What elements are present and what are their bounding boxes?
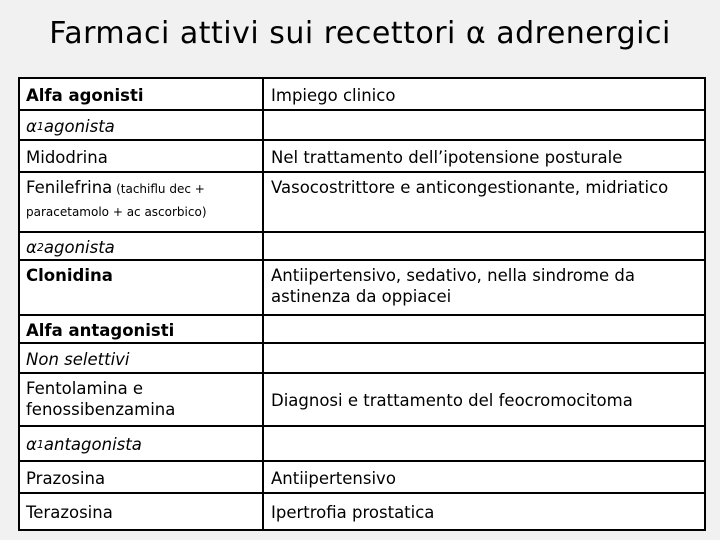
table-row-fenilefrina bbox=[20, 173, 704, 233]
category-non-selettivi: Non selettivi bbox=[20, 344, 264, 372]
slide-title: Farmaci attivi sui recettori α adrenergici bbox=[49, 16, 671, 51]
clinical-use: Antiipertensivo, sedativo, nella sindrome da astinenza da oppiacei bbox=[271, 266, 635, 306]
empty-cell bbox=[264, 111, 704, 139]
drug-table bbox=[18, 77, 706, 531]
drug-name: Terazosina bbox=[20, 494, 264, 529]
drug-cell-fenilefrina bbox=[20, 173, 264, 231]
category-a2-agonista bbox=[20, 233, 264, 259]
category-label: agonista bbox=[43, 237, 115, 257]
empty-cell bbox=[264, 316, 704, 342]
subscript: 2 bbox=[36, 240, 44, 254]
table-row-a1-antagonista bbox=[20, 427, 704, 462]
alpha-symbol: α bbox=[26, 435, 37, 454]
table-row-terazosina bbox=[20, 494, 704, 529]
table-row-a1-agonista bbox=[20, 111, 704, 141]
clinical-use: Antiipertensivo bbox=[271, 468, 396, 488]
table-row-prazosina bbox=[20, 462, 704, 494]
drug-name: Fentolamina e fenossibenzamina bbox=[20, 374, 264, 425]
empty-cell bbox=[264, 427, 704, 460]
table-row-a2-agonista bbox=[20, 233, 704, 261]
alpha-symbol: α bbox=[26, 116, 37, 136]
clinical-use: Nel trattamento dell’ipotensione posturale bbox=[271, 147, 623, 167]
empty-cell bbox=[264, 233, 704, 259]
drug-name: Clonidina bbox=[20, 261, 264, 314]
table-header-row bbox=[20, 79, 704, 111]
clinical-use: Ipertrofia prostatica bbox=[271, 503, 435, 522]
alpha-symbol: α bbox=[26, 237, 37, 257]
category-label: agonista bbox=[43, 116, 115, 136]
clinical-use: Vasocostrittore e anticongestionante, midriatico bbox=[271, 178, 669, 197]
table-row-non-selettivi bbox=[20, 344, 704, 374]
empty-cell bbox=[264, 344, 704, 372]
table-row-clonidina bbox=[20, 261, 704, 316]
section-alfa-antagonisti: Alfa antagonisti bbox=[20, 316, 264, 342]
drug-name: Fenilefrina bbox=[26, 178, 113, 197]
category-label: antagonista bbox=[43, 435, 142, 454]
clinical-use: Diagnosi e trattamento del feocromocitoma bbox=[271, 391, 633, 410]
subscript: 1 bbox=[36, 119, 44, 133]
category-a1-agonista bbox=[20, 111, 264, 139]
header-impiego-clinico: Impiego clinico bbox=[271, 85, 396, 105]
category-a1-antagonista bbox=[20, 427, 264, 460]
table-row-fentolamina bbox=[20, 374, 704, 427]
drug-note: (tachiflu dec + paracetamolo + ac ascorbico) bbox=[26, 182, 207, 219]
header-alfa-agonisti: Alfa agonisti bbox=[20, 79, 264, 109]
subscript: 1 bbox=[36, 438, 44, 451]
table-row-midodrina bbox=[20, 141, 704, 173]
drug-name: Prazosina bbox=[20, 462, 264, 492]
table-row-alfa-antagonisti bbox=[20, 316, 704, 344]
drug-name: Midodrina bbox=[20, 141, 264, 171]
